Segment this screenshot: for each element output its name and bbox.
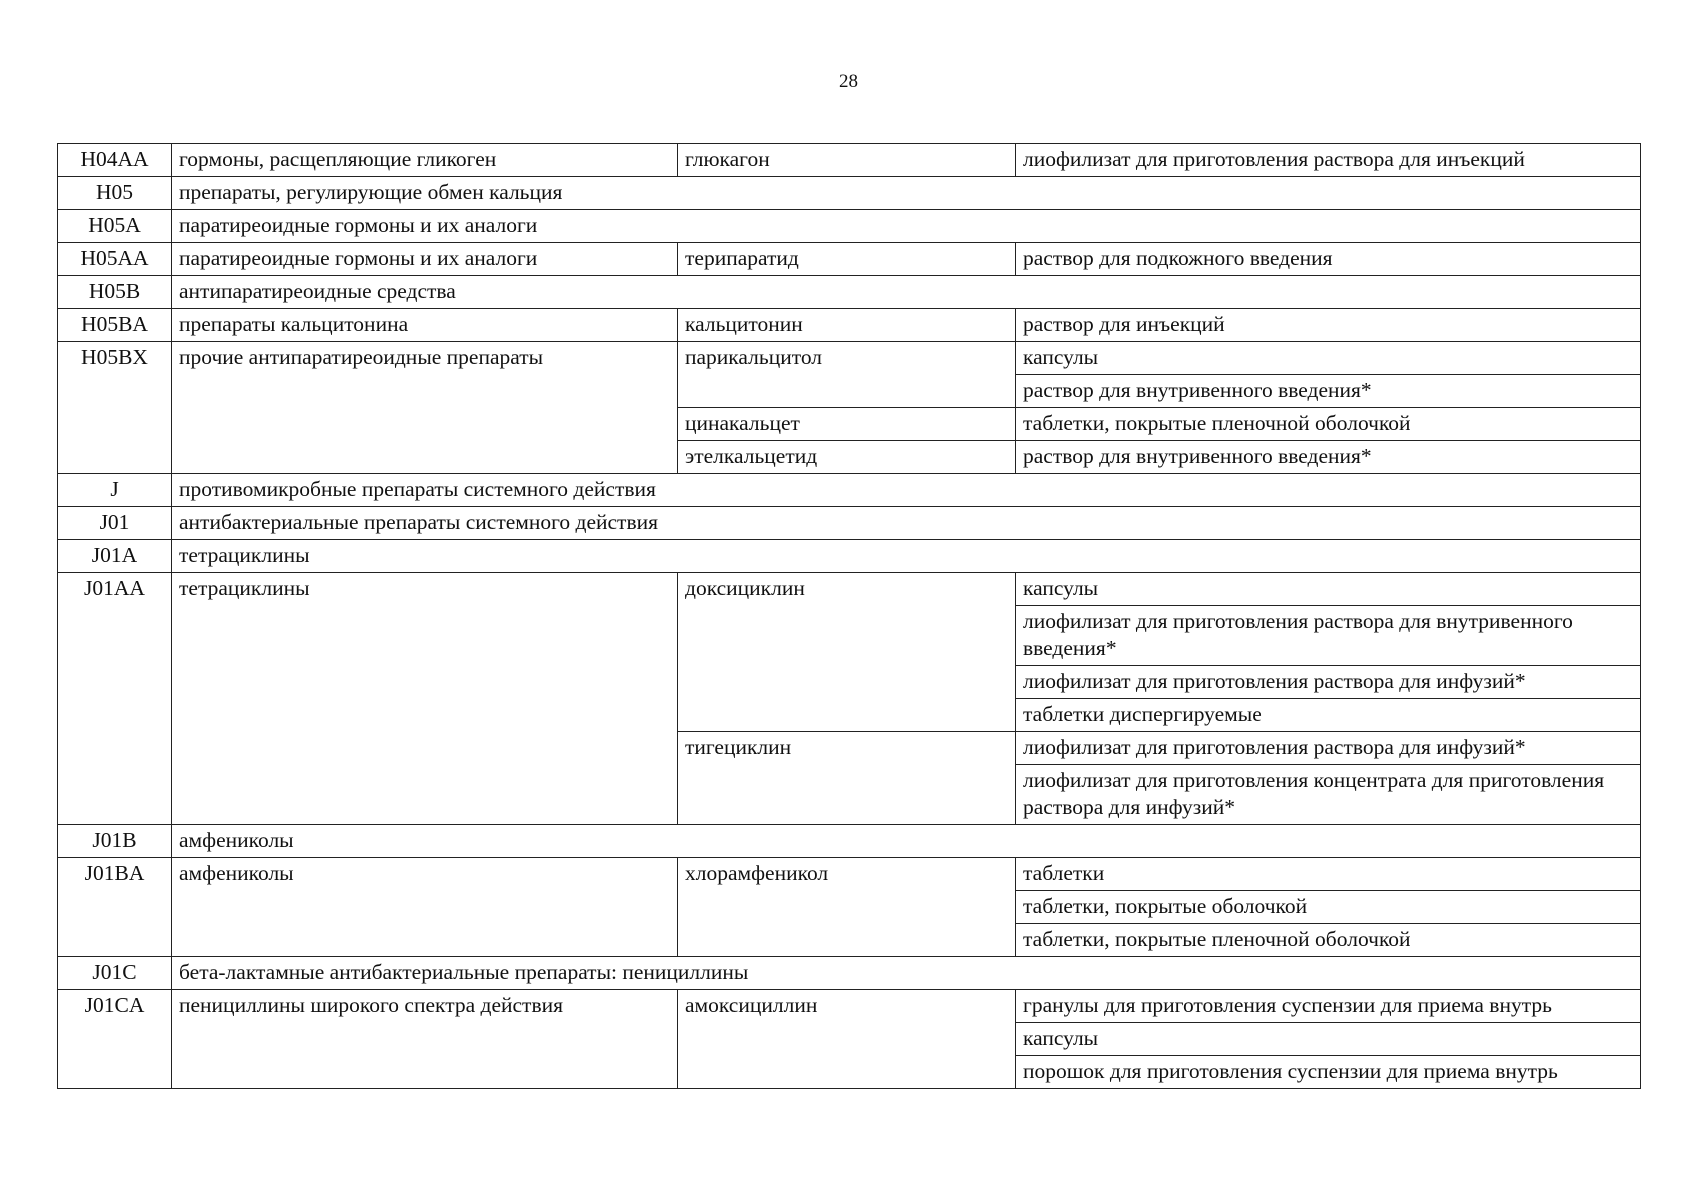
table-row (58, 342, 1641, 375)
group-title-cell: паратиреоидные гормоны и их аналоги (172, 210, 1641, 243)
group-title-cell: амфениколы (172, 825, 1641, 858)
atc-code-cell: H05BX (58, 342, 172, 474)
table-row (58, 957, 1641, 990)
drug-name-cell: кальцитонин (678, 309, 1016, 342)
table-row (58, 990, 1641, 1023)
atc-code-cell: J01CA (58, 990, 172, 1089)
drug-name-cell: тигециклин (678, 732, 1016, 825)
table-row (58, 177, 1641, 210)
dosage-form-cell: капсулы (1016, 342, 1641, 375)
atc-code-cell: J01C (58, 957, 172, 990)
page-number: 28 (839, 71, 858, 92)
atc-code-cell: H05BA (58, 309, 172, 342)
table-row (58, 573, 1641, 606)
dosage-form-cell: лиофилизат для приготовления раствора для инфузий* (1016, 666, 1641, 699)
dosage-form-cell: таблетки, покрытые оболочкой (1016, 891, 1641, 924)
group-name-cell: пенициллины широкого спектра действия (172, 990, 678, 1089)
atc-code-cell: H04AA (58, 144, 172, 177)
drug-name-cell: доксициклин (678, 573, 1016, 732)
table-row (58, 474, 1641, 507)
drug-name-cell: парикальцитол (678, 342, 1016, 408)
table-row (58, 144, 1641, 177)
dosage-form-cell: капсулы (1016, 573, 1641, 606)
atc-code-cell: H05A (58, 210, 172, 243)
atc-code-cell: J01AA (58, 573, 172, 825)
dosage-form-cell: лиофилизат для приготовления раствора для инфузий* (1016, 732, 1641, 765)
group-title-cell: антипаратиреоидные средства (172, 276, 1641, 309)
dosage-form-cell: капсулы (1016, 1023, 1641, 1056)
atc-code-cell: J01A (58, 540, 172, 573)
group-name-cell: тетрациклины (172, 573, 678, 825)
dosage-form-cell: гранулы для приготовления суспензии для приема внутрь (1016, 990, 1641, 1023)
group-name-cell: препараты кальцитонина (172, 309, 678, 342)
table-body (58, 144, 1641, 1089)
drug-name-cell: цинакальцет (678, 408, 1016, 441)
dosage-form-cell: таблетки, покрытые пленочной оболочкой (1016, 924, 1641, 957)
atc-code-cell: H05B (58, 276, 172, 309)
table-row (58, 507, 1641, 540)
atc-code-cell: H05 (58, 177, 172, 210)
atc-code-cell: J (58, 474, 172, 507)
group-title-cell: препараты, регулирующие обмен кальция (172, 177, 1641, 210)
group-title-cell: тетрациклины (172, 540, 1641, 573)
dosage-form-cell: таблетки (1016, 858, 1641, 891)
group-name-cell: гормоны, расщепляющие гликоген (172, 144, 678, 177)
dosage-form-cell: лиофилизат для приготовления концентрата для приготовления раствора для инфузий* (1016, 765, 1641, 825)
dosage-form-cell: раствор для внутривенного введения* (1016, 441, 1641, 474)
group-title-cell: антибактериальные препараты системного действия (172, 507, 1641, 540)
drug-name-cell: глюкагон (678, 144, 1016, 177)
atc-code-cell: H05AA (58, 243, 172, 276)
group-name-cell: амфениколы (172, 858, 678, 957)
table-row (58, 540, 1641, 573)
table-row (58, 858, 1641, 891)
atc-code-cell: J01B (58, 825, 172, 858)
table-row (58, 309, 1641, 342)
dosage-form-cell: раствор для внутривенного введения* (1016, 375, 1641, 408)
dosage-form-cell: раствор для подкожного введения (1016, 243, 1641, 276)
dosage-form-cell: таблетки диспергируемые (1016, 699, 1641, 732)
table-row (58, 825, 1641, 858)
dosage-form-cell: порошок для приготовления суспензии для приема внутрь (1016, 1056, 1641, 1089)
group-name-cell: прочие антипаратиреоидные препараты (172, 342, 678, 474)
dosage-form-cell: таблетки, покрытые пленочной оболочкой (1016, 408, 1641, 441)
group-name-cell: паратиреоидные гормоны и их аналоги (172, 243, 678, 276)
drug-name-cell: хлорамфеникол (678, 858, 1016, 957)
table-row (58, 243, 1641, 276)
drug-name-cell: амоксициллин (678, 990, 1016, 1089)
drug-name-cell: терипаратид (678, 243, 1016, 276)
atc-code-cell: J01BA (58, 858, 172, 957)
group-title-cell: противомикробные препараты системного действия (172, 474, 1641, 507)
atc-code-cell: J01 (58, 507, 172, 540)
group-title-cell: бета-лактамные антибактериальные препараты: пенициллины (172, 957, 1641, 990)
dosage-form-cell: лиофилизат для приготовления раствора для внутривенного введения* (1016, 606, 1641, 666)
drug-classification-table (57, 143, 1641, 1089)
dosage-form-cell: лиофилизат для приготовления раствора для инъекций (1016, 144, 1641, 177)
table-row (58, 276, 1641, 309)
dosage-form-cell: раствор для инъекций (1016, 309, 1641, 342)
table-row (58, 210, 1641, 243)
drug-name-cell: этелкальцетид (678, 441, 1016, 474)
